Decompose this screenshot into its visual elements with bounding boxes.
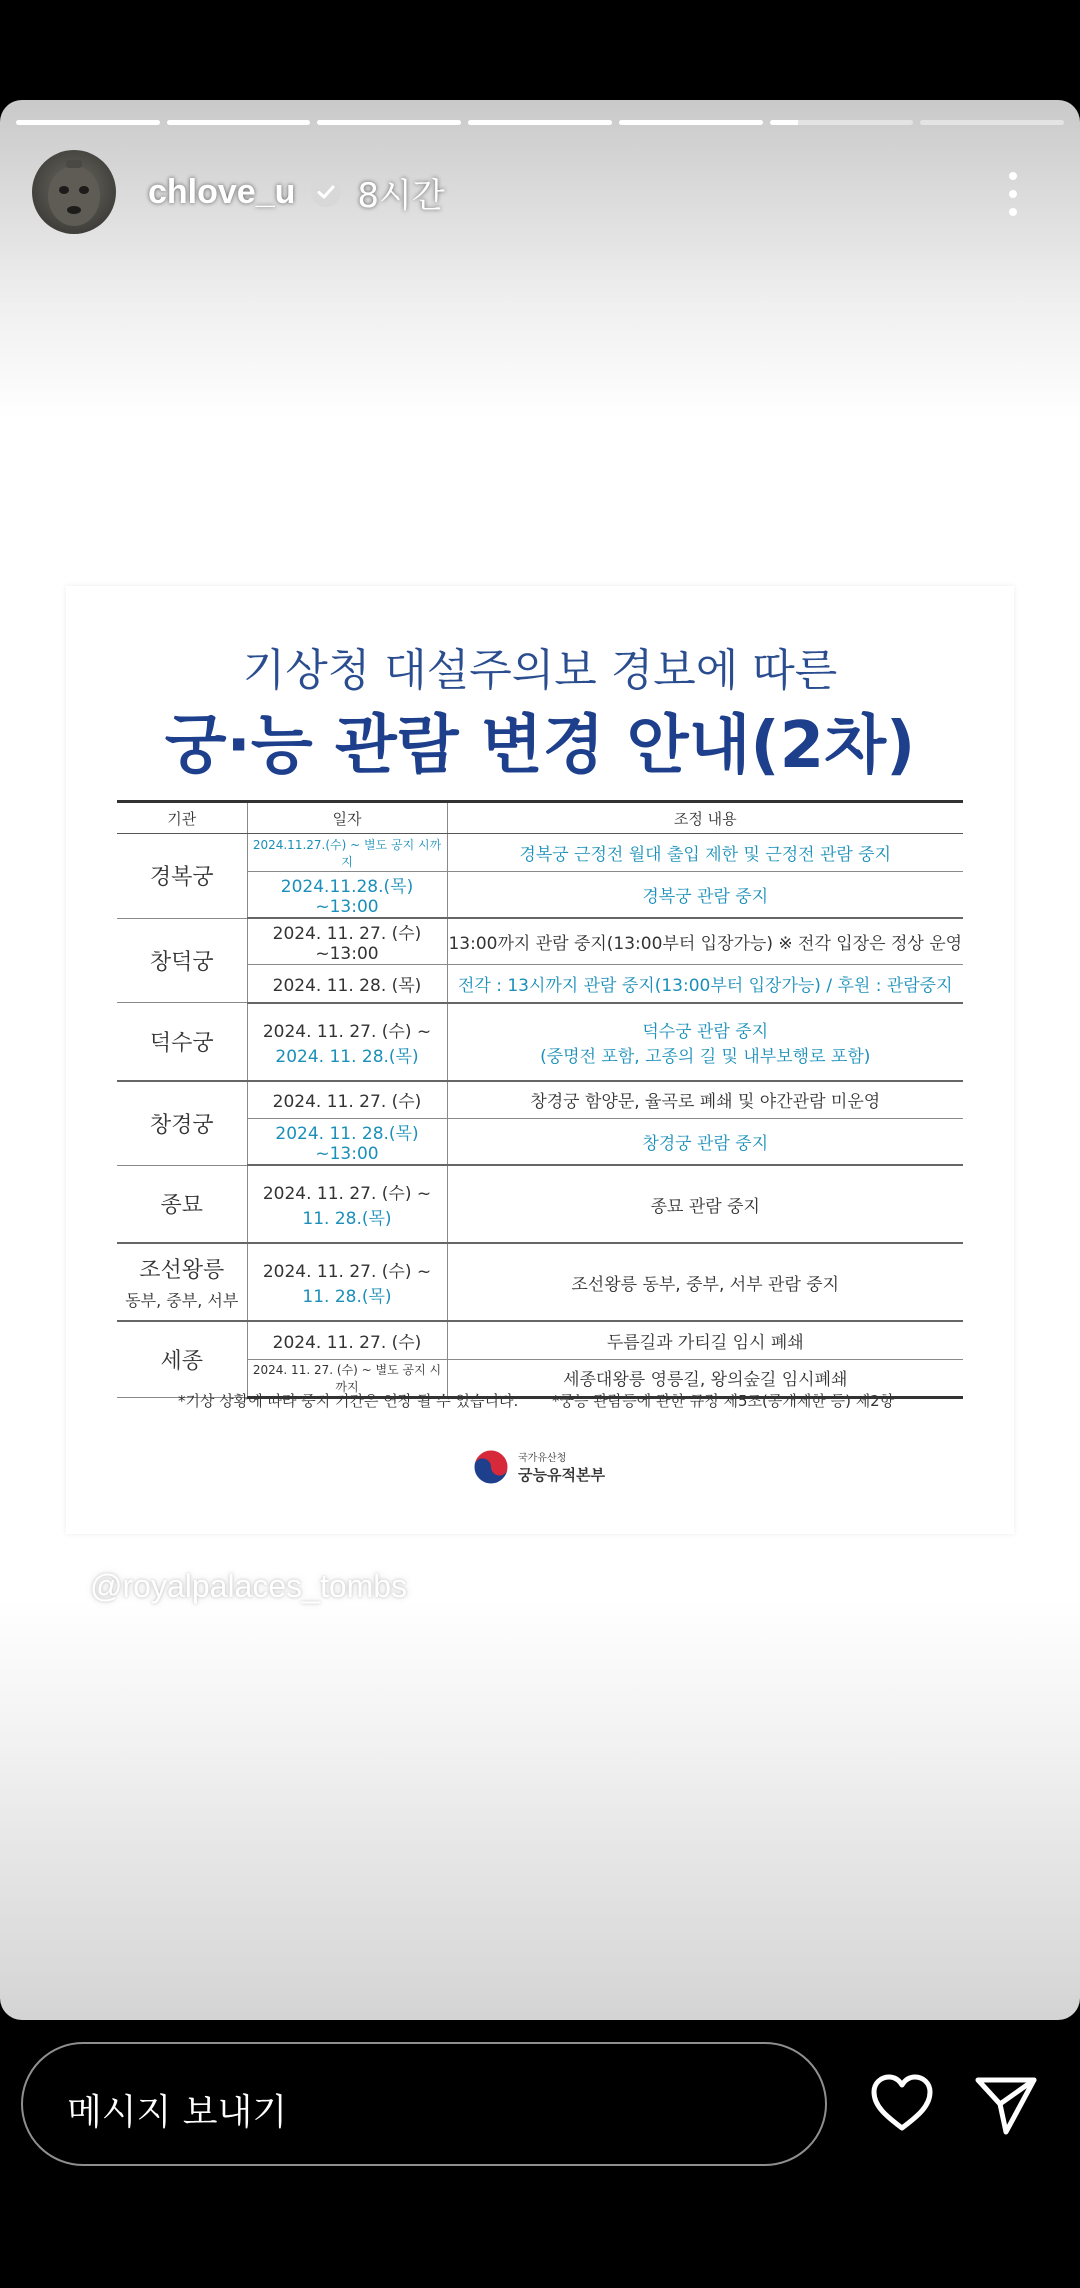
story-header [32, 150, 1060, 234]
like-heart-icon[interactable] [868, 2070, 936, 2138]
footnote-extension: *기상 상황에 따라 중지 기간은 연장 될 수 있습니다. [178, 1392, 519, 1410]
content-cell: 세종대왕릉 영릉길, 왕의숲길 임시폐쇄 [447, 1359, 963, 1397]
date-cell [247, 1165, 447, 1243]
taegeuk-emblem-icon [472, 1448, 510, 1486]
agency-parent-name: 국가유산청 [518, 1453, 567, 1464]
schedule-table [117, 800, 963, 1399]
send-paper-plane-icon[interactable] [972, 2070, 1040, 2138]
progress-segment [16, 120, 160, 125]
content-cell: 창경궁 함양문, 율곡로 폐쇄 및 야간관람 미운영 [447, 1081, 963, 1119]
org-cell: 종묘 [117, 1165, 247, 1243]
content-line: (중명전 포함, 고종의 길 및 내부보행로 포함) [540, 1046, 871, 1067]
progress-segment [619, 120, 763, 125]
avatar[interactable] [32, 150, 116, 234]
story-progress-bar [16, 120, 1064, 125]
table-row [117, 918, 963, 965]
table-row [117, 834, 963, 872]
content-cell: 조선왕릉 동부, 중부, 서부 관람 중지 [447, 1243, 963, 1321]
agency-logo [472, 1448, 605, 1486]
date-cell: 2024. 11. 27. (수) [247, 1321, 447, 1359]
org-cell: 창경궁 [117, 1081, 247, 1166]
content-cell: 경복궁 근정전 월대 출입 제한 및 근정전 관람 중지 [447, 834, 963, 872]
date-cell: 2024. 11. 27. (수) [247, 1081, 447, 1119]
notice-title: 궁·능 관람 변경 안내(2차) [164, 709, 916, 783]
col-header-date: 일자 [247, 802, 447, 834]
content-cell [447, 1003, 963, 1081]
content-cell: 13:00까지 관람 중지(13:00부터 입장가능) ※ 전각 입장은 정상 운영 [447, 918, 963, 965]
content-cell: 두름길과 가티길 임시 폐쇄 [447, 1321, 963, 1359]
date-cell [247, 1243, 447, 1321]
table-row [117, 1243, 963, 1321]
date-cell [247, 1003, 447, 1081]
table-row [117, 1081, 963, 1119]
progress-segment [770, 120, 914, 125]
content-cell: 종묘 관람 중지 [447, 1165, 963, 1243]
org-subname: 동부, 중부, 서부 [125, 1291, 239, 1310]
notice-subtitle: 기상청 대설주의보 경보에 따른 [242, 645, 838, 696]
progress-segment [920, 120, 1064, 125]
progress-segment [317, 120, 461, 125]
date-cell: 2024. 11. 27. (수) ~ 별도 공지 시까지 [247, 1359, 447, 1397]
story-frame[interactable] [0, 100, 1080, 2020]
org-cell: 창덕궁 [117, 918, 247, 1003]
send-message-input[interactable] [21, 2042, 827, 2166]
date-cell: 2024.11.27.(수) ~ 별도 공지 시까지 [247, 834, 447, 872]
org-cell: 경복궁 [117, 834, 247, 919]
more-options-icon[interactable] [1006, 172, 1020, 216]
account-mention-sticker[interactable]: @royalpalaces_tombs [90, 1568, 408, 1604]
date-end: 11. 28.(목) [302, 1209, 392, 1229]
table-row [117, 1165, 963, 1243]
content-cell: 창경궁 관람 중지 [447, 1119, 963, 1166]
col-header-content: 조정 내용 [447, 802, 963, 834]
progress-segment [468, 120, 612, 125]
username[interactable]: chlove_u [148, 172, 296, 211]
org-cell: 세종 [117, 1321, 247, 1397]
table-row [117, 1321, 963, 1359]
progress-segment [167, 120, 311, 125]
date-end: 11. 28.(목) [302, 1287, 392, 1307]
content-cell: 전각 : 13시까지 관람 중지(13:00부터 입장가능) / 후원 : 관람중지 [447, 965, 963, 1003]
date-cell: 2024. 11. 27. (수) ~13:00 [247, 918, 447, 965]
org-cell [117, 1243, 247, 1321]
post-time: 8시간 [357, 175, 445, 216]
date-end: 2024. 11. 28.(목) [275, 1046, 419, 1067]
footnote-regulation: *궁능 관람등에 관한 규정 제5조(공개제한 등) 제2항 [552, 1392, 895, 1410]
date-start: 2024. 11. 27. (수) ~ [262, 1262, 432, 1282]
table-row [117, 1003, 963, 1081]
content-line: 덕수궁 관람 중지 [642, 1021, 769, 1042]
col-header-org: 기관 [117, 802, 247, 834]
date-start: 2024. 11. 27. (수) ~ [262, 1021, 432, 1042]
date-cell: 2024. 11. 28. (목) [247, 965, 447, 1003]
date-start: 2024. 11. 27. (수) ~ [262, 1184, 432, 1204]
agency-name: 궁능유적본부 [518, 1466, 605, 1484]
date-cell: 2024.11.28.(목) ~13:00 [247, 872, 447, 919]
content-cell: 경복궁 관람 중지 [447, 872, 963, 919]
date-cell: 2024. 11. 28.(목) ~13:00 [247, 1119, 447, 1166]
org-name: 조선왕릉 [139, 1258, 225, 1283]
message-placeholder: 메시지 보내기 [67, 2092, 288, 2133]
verified-badge-icon [309, 175, 343, 209]
notice-image [66, 586, 1014, 1534]
org-cell: 덕수궁 [117, 1003, 247, 1081]
